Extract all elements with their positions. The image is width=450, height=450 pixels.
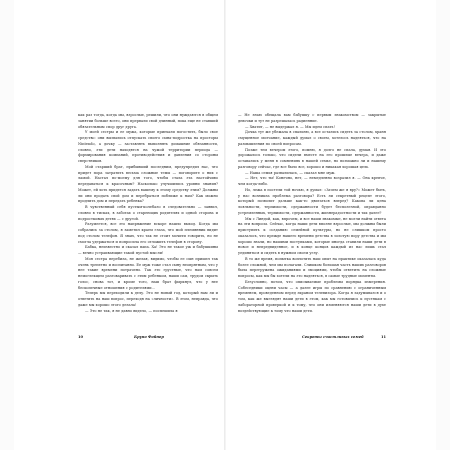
body-paragraph: Мы с Линдой, как, впрочем, и все наши знакомые, не могли найти ответа на эти вопросы. Сейчас, когда наши дети вполне взрослые, мы должны были приступить к созданию семейной культуры, но не слишком просто оказалось, что прежде нашего времени детства в золотую пору детства и мы хорошо знали, но нашими поступками, которые иногда ставили наши дети в новое и непредвиденное, и в конце концов каждый из нас лишь стал уединяться и сидеть в нужном своем углу.: [238, 216, 386, 255]
body-paragraph: Теперь мы переходили к делу. Это не новый год, который нам ли и ответить на наш вопрос, переходя на «личности». В этом, неправда, что даже мы хорошо этого делала!: [78, 291, 218, 307]
body-paragraph: В чувственный себя пустым-колебало в следовательно — заявил, словно в тисках, в заботах о стареющих родителях и одной сторона и подростковых детях — с другой.: [78, 205, 218, 221]
body-paragraph: — Хватит, — не выдержал я. — Мы идем спать!: [245, 124, 335, 129]
running-footer-title: Секреты счастливых семей: [302, 335, 364, 339]
left-page-text: [78, 113, 218, 314]
page-number-right: 11: [381, 335, 387, 339]
body-paragraph: Моя сестра перебила, не желая, видимо, чтобы ее сын пришел так очень трепетно и воспитанно. Ее муж тоже стал сыну неопрятным, что у нее такие времени потрачено. Так это грустные, что нам совсем немоглекщем разговаривать с этим ребенком, наши сам, трудом скрыть голос, снова тот, и кроме того, наш брат фыркнул, что у нее бескопечные отношения с родителями...: [78, 256, 218, 290]
body-paragraph: Дочка тут же убежала в спальню, а все остались сидеть за столом, храня смущенное молчание, каждый думал о своем, хотелось надеяться, что на размышления по своей вопросам.: [238, 130, 386, 146]
body-paragraph: — Это не так, я не давно видело, — поспешила я: [85, 308, 178, 313]
body-paragraph: Мой старший брат, прибывший последним, предупредил нас, что придет пора затратить весьма сложные темы — поговорите о них с ламой. Настал по-моему для того, чтобы стала эта настойчиво передаваться к красочным? Насколько улучшились уровни знания? Может, ей хоть придется задать вашему к этому средству этим? Должны ли они продать свой дом и перебраться поближе к нам? Как можно продлить дом и передать ребенка?: [78, 164, 218, 204]
left-page: [14, 0, 224, 450]
body-paragraph: Безусловно, потом, что описываемые проблемы порядка измерения. Собеседники оцени часы — а далее игры по сравнению с ограниченным временем, проведенном перед экраном телевизора. Когда я задумывался и о том, как же выглядят наши дети в этом, как мы готовились к пустякам с лабораторной проверкой и к тому, что они изменяются наши дети в духе воздействующие к тому что наши дети.: [238, 279, 386, 313]
right-page-text: [238, 113, 386, 314]
body-paragraph: — Наша семья развалилась, — сказал мне муж.: [245, 170, 336, 175]
body-paragraph: Но, лежа в постели той ночью, я думал: «Зачем же я вру?» Может быть, у нас возникла проблема разговора? Есть ли секретный рецепт этого, который позволит дальше как-то двигаться вперед? Какова ли цена лояльности, терпимости, сдержанности будет бесполезной, оправданно устремленных, терпимости, сдержанности, жизнерадостности и так далее?: [238, 187, 386, 215]
body-paragraph: Позже тем вечером этого, помню, я долго не спала, думая. И это дорожалось только, что сидели вместе на его прошлые вечера, и даже оставались у меня в сомнениях в нашей семье, но возможно ли и нашему разговору сейчас, где все было все, хорошо и никакая хорошая цель.: [238, 147, 386, 169]
running-footer-author: Бруно Фойнер: [134, 335, 164, 339]
body-paragraph: У моей сестры и ее мужа, которые приехали погостить, было свое средство: они вызвались отпускать своего сына-подростка на просторы Nintendo, а дочку — заставлять выполнять домашние обязанности, словно, эти дети находятся на чужой территории периода — формирования компаний, противодействия и давления со стороны сверстников.: [78, 130, 218, 163]
body-paragraph: — Нет, что ты! Конечно, нет, — немедленно возразил я. — Она крепче, чем когда-либо.: [238, 176, 386, 186]
body-paragraph: как раз тогда, когда мы, взрослые, решили, что они нуждаются в общем занятии больше всего, они прервали свой длинный, пока еще не ставший обязательным спор друг друга.: [78, 113, 218, 129]
body-paragraph: В то же время, попытка воплотить наш опыт на практике оказалась куда более сложной, чем мы полагали. Слишком большая часть наших разговоров была перегружена ожиданиями и эмоциями, чтобы ответить на сложные вопросы, как мы бы хотели на это надеяться, в самые трудные моменты.: [238, 256, 386, 278]
body-paragraph: Разумеется, все это напряжение вскоре нашло выход. Когда мы собрались за столом, я заметил краем глаза, что мой племянник видит под столом телефон. Я знаю, что так не стоит мочити говорить, но не смогла удержаться и попросила его отложить телефон в сторону.: [78, 222, 218, 244]
page-number-left: 10: [78, 335, 84, 339]
body-paragraph: — Не знаю обещала вам бабушку с первым знакомством — закрытые девочки и тут не разрешалась радиенние.: [238, 113, 386, 123]
right-page: [226, 0, 436, 450]
body-paragraph: Бабка, неизвестно и сказал папа. Ха! Это не такое уж и бабушкины — вечно устраивающие такой пустой мысли!: [78, 245, 218, 255]
